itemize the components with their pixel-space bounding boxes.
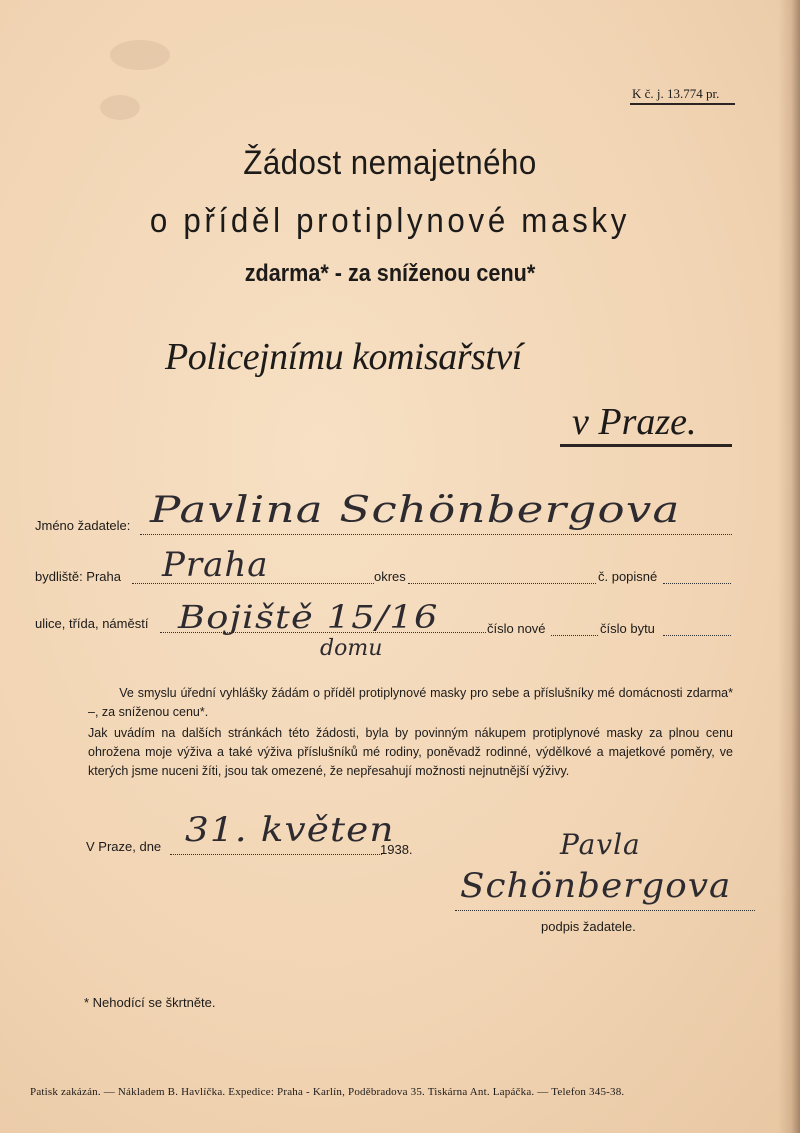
flat-number-label: číslo bytu xyxy=(600,621,655,636)
new-number-field-line xyxy=(551,634,598,636)
district-field-line xyxy=(408,582,596,584)
flat-number-field-line xyxy=(663,634,731,636)
signature-line1: Pavla xyxy=(560,828,641,861)
page-edge-shadow xyxy=(778,0,800,1133)
name-field-line xyxy=(140,533,732,535)
street-note-handwritten: domu xyxy=(320,636,383,661)
street-label: ulice, třída, náměstí xyxy=(35,616,149,631)
form-title-line1: Žádost nemajetného xyxy=(243,144,537,182)
addressee-line1: Policejnímu komisařství xyxy=(165,336,522,378)
name-label: Jméno žadatele: xyxy=(35,518,131,533)
addressee-line2: v Praze. xyxy=(572,401,697,443)
justification-paragraph: Jak uvádím na dalších stránkách této žádosti, byla by povinným nákupem protiplynové masky za plnou cenu ohrožena moje výživa a také výživa příslušníků mé rodiny, poněvadž rodinné, výdělkové a majetkové poměry, ve kterých jsme nuceni žíti, jsou tak omezené, že nepřesahují možnosti nejnutnější výživy. xyxy=(88,726,733,778)
footnote: * Nehodící se škrtněte. xyxy=(84,995,216,1010)
district-label: okres xyxy=(374,569,406,584)
reference-number: K č. j. 13.774 pr. xyxy=(632,86,720,101)
form-title-line3: zdarma* - za sníženou cenu* xyxy=(244,260,536,287)
name-handwritten: Pavlina Schönbergova xyxy=(150,490,681,531)
residence-handwritten: Praha xyxy=(162,545,269,585)
request-paragraph: Ve smyslu úřední vyhlášky žádám o příděl protiplynové masky pro sebe a příslušníky mé domácnosti zdarma* –, za sníženou cenu*. xyxy=(88,686,733,719)
reference-underline xyxy=(630,103,735,105)
printer-footer: Patisk zakázán. — Nákladem B. Havlíčka. Expedice: Praha - Karlín, Poděbradova 35. Tiskárna Ant. Lapáčka. — Telefon 345-38. xyxy=(30,1086,625,1098)
new-number-label: číslo nové xyxy=(487,621,546,636)
date-field-line xyxy=(170,853,382,855)
signature-line2: Schönbergova xyxy=(460,866,732,906)
form-title-line2: o příděl protiplynové masky xyxy=(149,202,631,240)
paper-stain xyxy=(110,40,170,70)
paper-stain xyxy=(100,95,140,120)
date-year-suffix: 1938. xyxy=(380,842,413,857)
house-number-label: č. popisné xyxy=(598,569,658,584)
date-handwritten: 31. květen xyxy=(185,810,395,850)
signature-field-line xyxy=(455,910,755,911)
signature-label: podpis žadatele. xyxy=(541,919,636,934)
street-handwritten: Bojiště 15/16 xyxy=(178,598,439,636)
addressee-underline xyxy=(560,444,732,447)
residence-label: bydliště: Praha xyxy=(35,569,121,584)
date-label: V Praze, dne xyxy=(86,839,162,854)
house-number-field-line xyxy=(663,582,731,584)
